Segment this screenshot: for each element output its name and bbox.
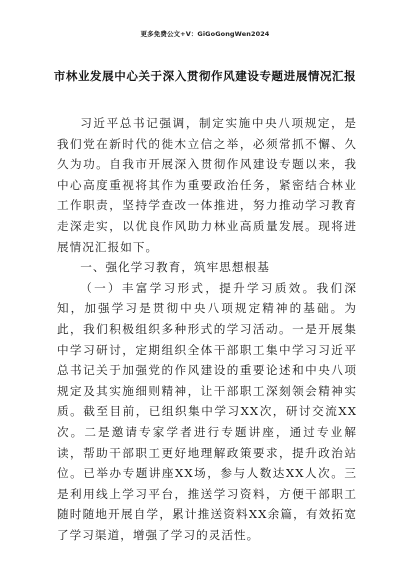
section-heading: 一、强化学习教育，筑牢思想根基 [80,260,270,275]
document-body [57,113,357,545]
intro-paragraph: 习近平总书记强调，制定实施中央八项规定，是我们党在新时代的徙木立信之举，必须常抓不懈、久久为功。自我市开展深入贯彻作风建设专题以来，我中心高度重视将其作为重要政治任务，紧密结合林业工作职责，坚持学查改一体推进，努力推动学习教育走深走实，以优良作风助力林业高质量发展。现将进展情况汇报如下。 [57,116,357,254]
header-note: 更多免费公文+V：GiGoGongWen2024 [140,30,270,38]
document-title: 市林业发展中心关于深入贯彻作风建设专题进展情况汇报 [53,69,357,83]
subsection-paragraph: （一）丰富学习形式，提升学习质效。我们深知，加强学习是贯彻中央八项规定精神的基础。为此，我们积极组织多种形式的学习活动。一是开展集中学习研讨，定期组织全体干部职工集中学习习近平总书记关于加强党的作风建设的重要论述和中央八项规定及其实施细则精神，让干部职工深刻领会精神实质。截至目前，已组织集中学习XX次，研讨交流XX次。二是邀请专家学者进行专题讲座，通过专业解读，帮助干部职工更好地理解政策要求，提升政治站位。已举办专题讲座XX场，参与人数达XX人次。三是利用线上学习平台，推送学习资料，方便干部职工随时随地开展自学，累计推送资料XX余篇，有效拓宽了学习渠道，增强了学习的灵活性。 [57,280,357,542]
